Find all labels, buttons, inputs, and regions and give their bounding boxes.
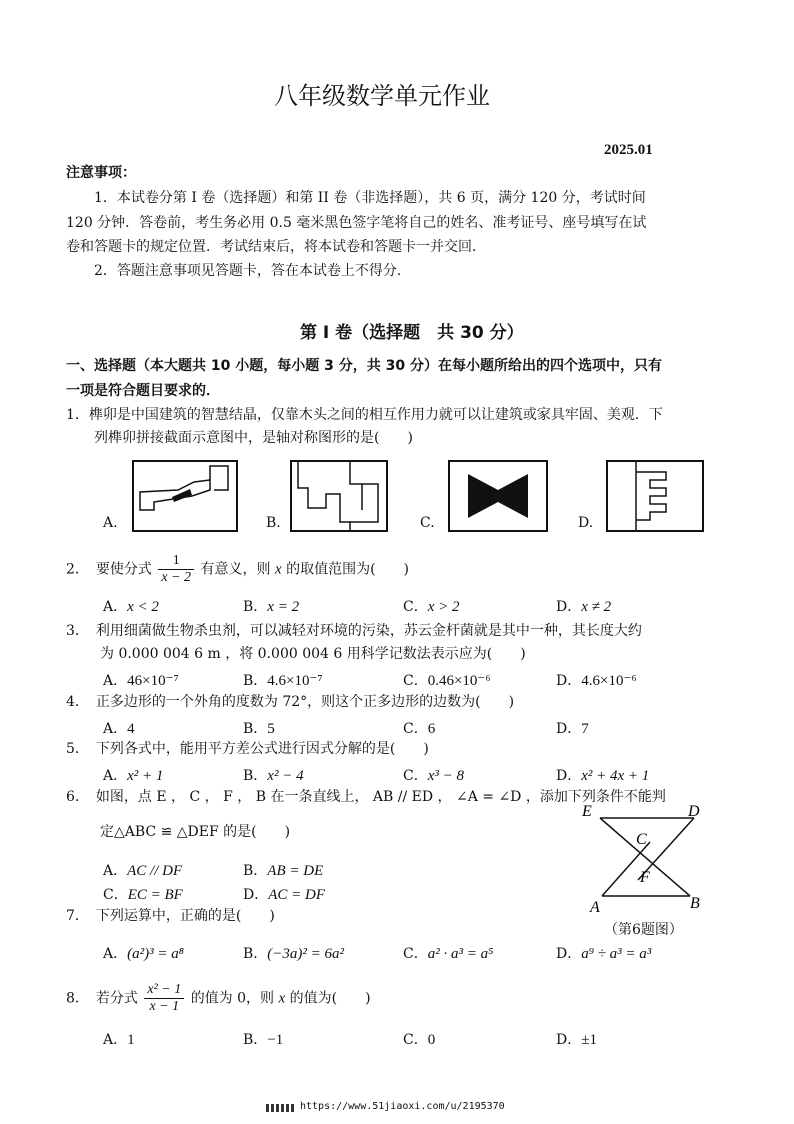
q1-option-c-label: C.: [420, 515, 435, 531]
q2-variable: x: [274, 561, 282, 578]
q8-option-d: D．±1: [556, 1032, 597, 1048]
q5-option-d: D．x² + 4x + 1: [556, 768, 650, 784]
q1-figure-b: [290, 460, 388, 532]
q6-option-a: A．AC // DF: [103, 863, 183, 879]
q6-label-c: C: [636, 831, 647, 848]
notice-line-3: 卷和答题卡的规定位置．考试结束后，将本试卷和答题卡一并交回．: [66, 239, 486, 255]
page-title: 八年级数学单元作业: [274, 82, 490, 110]
q2-stem-prefix: 2． 要使分式: [66, 561, 152, 578]
q7-stem: 7． 下列运算中，正确的是( ): [66, 908, 275, 924]
q6-label-b: B: [690, 895, 700, 912]
q6-option-b: B．AB = DE: [243, 863, 324, 879]
q6-figure: [578, 800, 708, 918]
q7-option-a: A．(a²)³ = a⁸: [103, 946, 184, 962]
q6-option-c: C．EC = BF: [103, 887, 183, 903]
q8-fraction-numerator: x² − 1: [144, 982, 184, 999]
q5-option-b: B．x² − 4: [243, 768, 304, 784]
q2-option-a: A．x < 2: [103, 599, 159, 615]
q2-stem: [66, 553, 409, 586]
q2-fraction-numerator: 1: [158, 553, 194, 570]
q3-option-d: D．4.6×10⁻⁶: [556, 673, 637, 689]
q1-option-a-label: A.: [103, 515, 118, 531]
q5-option-c: C．x³ − 8: [403, 768, 464, 784]
q6-label-f: F: [640, 869, 650, 886]
footer-url[interactable]: https://www.51jiaoxi.com/u/2195370: [300, 1101, 505, 1112]
q2-stem-middle: 有意义，则: [200, 561, 271, 578]
q2-option-c: C．x > 2: [403, 599, 460, 615]
notice-line-2: 120 分钟．答卷前，考生务必用 0.5 毫米黑色签字笔将自己的姓名、准考证号、座号填写在试: [66, 215, 647, 231]
q7-option-c: C．a² · a³ = a⁵: [403, 946, 494, 962]
q5-stem: 5． 下列各式中，能用平方差公式进行因式分解的是( ): [66, 741, 429, 757]
q8-stem-middle: 的值为 0，则: [190, 990, 275, 1007]
q8-variable: x: [278, 990, 286, 1007]
q3-stem-2: 为 0.000 004 6 m ，将 0.000 004 6 用科学记数法表示应为( ): [100, 646, 526, 662]
q4-option-d: D．7: [556, 721, 589, 737]
q2-fraction-denominator: x − 2: [161, 570, 192, 585]
q7-option-d: D．a⁹ ÷ a³ = a³: [556, 946, 652, 962]
q5-option-a: A．x² + 1: [103, 768, 164, 784]
q6-figure-caption: （第6题图）: [604, 922, 683, 938]
q8-option-a: A．1: [103, 1032, 135, 1048]
q2-option-b: B．x = 2: [243, 599, 300, 615]
q8-stem-prefix: 8． 若分式: [66, 990, 138, 1007]
q1-figure-a: [132, 460, 238, 532]
q1-stem-2: 列榫卯拼接截面示意图中，是轴对称图形的是( ): [94, 430, 413, 446]
q6-option-d: D．AC = DF: [243, 887, 326, 903]
q8-fraction-denominator: x − 1: [149, 999, 180, 1014]
q4-option-c: C．6: [403, 721, 436, 737]
section-instructions-1: 一、选择题（本大题共 10 小题，每小题 3 分，共 30 分）在每小题所给出的四个选项中，只有: [66, 358, 662, 374]
section-instructions-2: 一项是符合题目要求的．: [66, 383, 220, 399]
q4-option-b: B．5: [243, 721, 275, 737]
q6-label-e: E: [582, 803, 592, 820]
q3-option-a: A．46×10⁻⁷: [103, 673, 179, 689]
q1-option-d-label: D.: [578, 515, 594, 531]
notice-heading: 注意事项：: [66, 165, 136, 181]
q8-stem: [66, 982, 371, 1015]
q8-option-c: C．0: [403, 1032, 436, 1048]
section-title: 第 I 卷（选择题 共 30 分）: [300, 323, 524, 343]
q7-option-b: B．(−3a)² = 6a²: [243, 946, 345, 962]
q8-stem-suffix: 的值为( ): [289, 990, 371, 1007]
q3-stem-1: 3． 利用细菌做生物杀虫剂，可以减轻对环境的污染，苏云金杆菌就是其中一种，其长度大约: [66, 623, 642, 639]
q6-stem-1: 6． 如图，点 E ， C ， F ， B 在一条直线上， AB // ED ， ∠A = ∠D ，添加下列条件不能判: [66, 789, 666, 805]
q3-option-c: C．0.46×10⁻⁶: [403, 673, 491, 689]
q2-option-d: D．x ≠ 2: [556, 599, 612, 615]
q6-label-d: D: [688, 803, 700, 820]
q1-stem-1: 1．榫卯是中国建筑的智慧结晶，仅靠木头之间的相互作用力就可以让建筑或家具牢固、美观．下: [66, 407, 663, 423]
q1-figure-c: [448, 460, 548, 532]
q2-fraction: [158, 553, 194, 586]
q1-figure-d: [606, 460, 704, 532]
notice-line-1: 1．本试卷分第 I 卷（选择题）和第 II 卷（非选择题），共 6 页，满分 120 分，考试时间: [94, 190, 646, 206]
exam-date: 2025.01: [604, 142, 653, 158]
q6-stem-2: 定△ABC ≌ △DEF 的是( ): [100, 824, 291, 840]
q1-option-b-label: B.: [266, 515, 281, 531]
notice-line-4: 2．答题注意事项见答题卡，答在本试卷上不得分．: [94, 263, 411, 279]
q4-stem: 4． 正多边形的一个外角的度数为 72°，则这个正多边形的边数为( ): [66, 694, 515, 710]
q6-label-a: A: [590, 899, 600, 916]
q4-option-a: A．4: [103, 721, 135, 737]
footer-logo-icon: [266, 1104, 294, 1112]
q3-option-b: B．4.6×10⁻⁷: [243, 673, 323, 689]
q2-stem-suffix: 的取值范围为( ): [286, 561, 410, 578]
q8-option-b: B．−1: [243, 1032, 284, 1048]
q8-fraction: [144, 982, 184, 1015]
